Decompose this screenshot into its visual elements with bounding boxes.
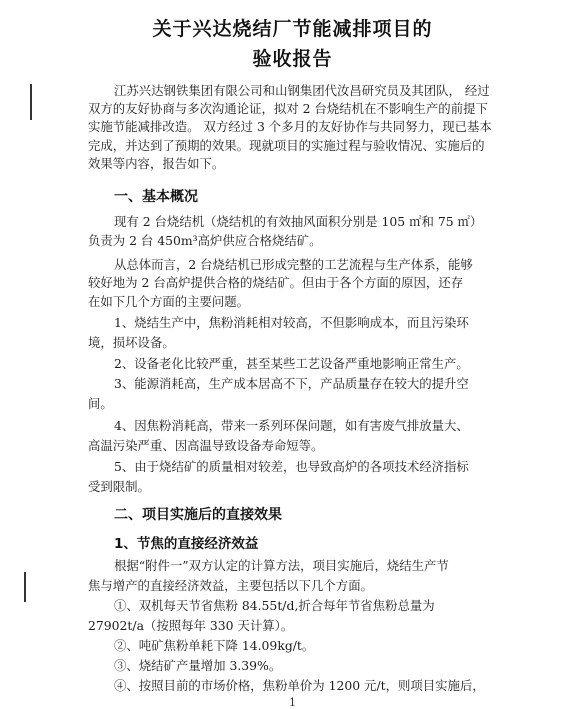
intro-line-4: 完成，并达到了预期的效果。现就项目的实施过程与验收情况、实施后的 — [88, 138, 485, 153]
intro-line-5: 效果等内容，报告如下。 — [88, 156, 225, 171]
intro-line-1: 江苏兴达钢铁集团有限公司和山钢集团代汝昌研究员及其团队， 经过 — [114, 83, 490, 98]
problem-line-4: 3、能源消耗高，生产成本居高不下，产品质量存在较大的提升空 — [114, 376, 469, 391]
s1-para1-line-2: 负责为 2 台 450m³高炉供应合格烧结矿。 — [88, 233, 322, 248]
problem-line-9: 受到限制。 — [88, 479, 150, 494]
section-2-heading: 二、项目实施后的直接效果 — [114, 507, 282, 523]
problem-line-1: 1、烧结生产中，焦粉消耗相对较高，不但影响成本，而且污染环 — [114, 315, 469, 330]
s2-line-3: ①、双机每天节省焦粉 84.55t/d,折合每年节省焦粉总量为 — [114, 598, 435, 613]
s1-para1-line-1: 现有 2 台烧结机（烧结机的有效抽风面积分别是 105 ㎡和 75 ㎡） — [114, 214, 483, 229]
s2-line-6: ③、烧结矿产量增加 3.39%。 — [114, 658, 282, 673]
subsection-1-heading: 1、节焦的直接经济效益 — [114, 536, 259, 552]
s2-line-1: 根据“附件一”双方认定的计算方法，项目实施后，烧结生产节 — [114, 558, 449, 573]
title-line-1: 关于兴达烧结厂节能减排项目的 — [152, 18, 433, 40]
binding-mark-top — [30, 84, 32, 120]
s2-line-2: 焦与增产的直接经济效益，主要包括以下几个方面。 — [88, 578, 373, 593]
problem-line-5: 间。 — [88, 396, 113, 411]
s2-line-5: ②、吨矿焦粉单耗下降 14.09kg/t。 — [114, 638, 315, 653]
intro-line-3: 实施节能减排改造。 双方经过 3 个多月的友好协作与共同努力，现已基本 — [88, 119, 492, 134]
problem-line-3: 2、设备老化比较严重，甚至某些工艺设备严重地影响正常生产。 — [114, 356, 469, 371]
s1-para2-line-3: 在如下几个方面的主要问题。 — [88, 294, 250, 309]
problem-line-7: 高温污染严重、因高温导致设备寿命短等。 — [88, 438, 324, 453]
section-1-heading: 一、基本概况 — [114, 189, 198, 205]
problem-line-2: 境，损坏设备。 — [88, 335, 175, 350]
page-number: 1 — [289, 696, 296, 709]
s1-para2-line-2: 较好地为 2 台高炉提供合格的烧结矿。但由于各个方面的原因，还存 — [88, 275, 464, 290]
s2-line-7: ④、按照目前的市场价格，焦粉单价为 1200 元/t，则项目实施后， — [114, 678, 485, 693]
title-line-2: 验收报告 — [252, 48, 333, 70]
problem-line-8: 5、由于烧结矿的质量相对较差，也导致高炉的各项技术经济指标 — [114, 459, 469, 474]
intro-line-2: 双方的友好协商与多次沟通论证，拟对 2 台烧结机在不影响生产的前提下 — [88, 101, 488, 116]
binding-mark-bottom — [24, 572, 26, 602]
s2-line-4: 27902t/a（按照每年 330 天计算）。 — [88, 618, 294, 633]
problem-line-6: 4、因焦粉消耗高，带来一系列环保问题，如有害废气排放量大、 — [114, 418, 469, 433]
s1-para2-line-1: 从总体而言，2 台烧结机已形成完整的工艺流程与生产体系，能够 — [114, 257, 473, 272]
